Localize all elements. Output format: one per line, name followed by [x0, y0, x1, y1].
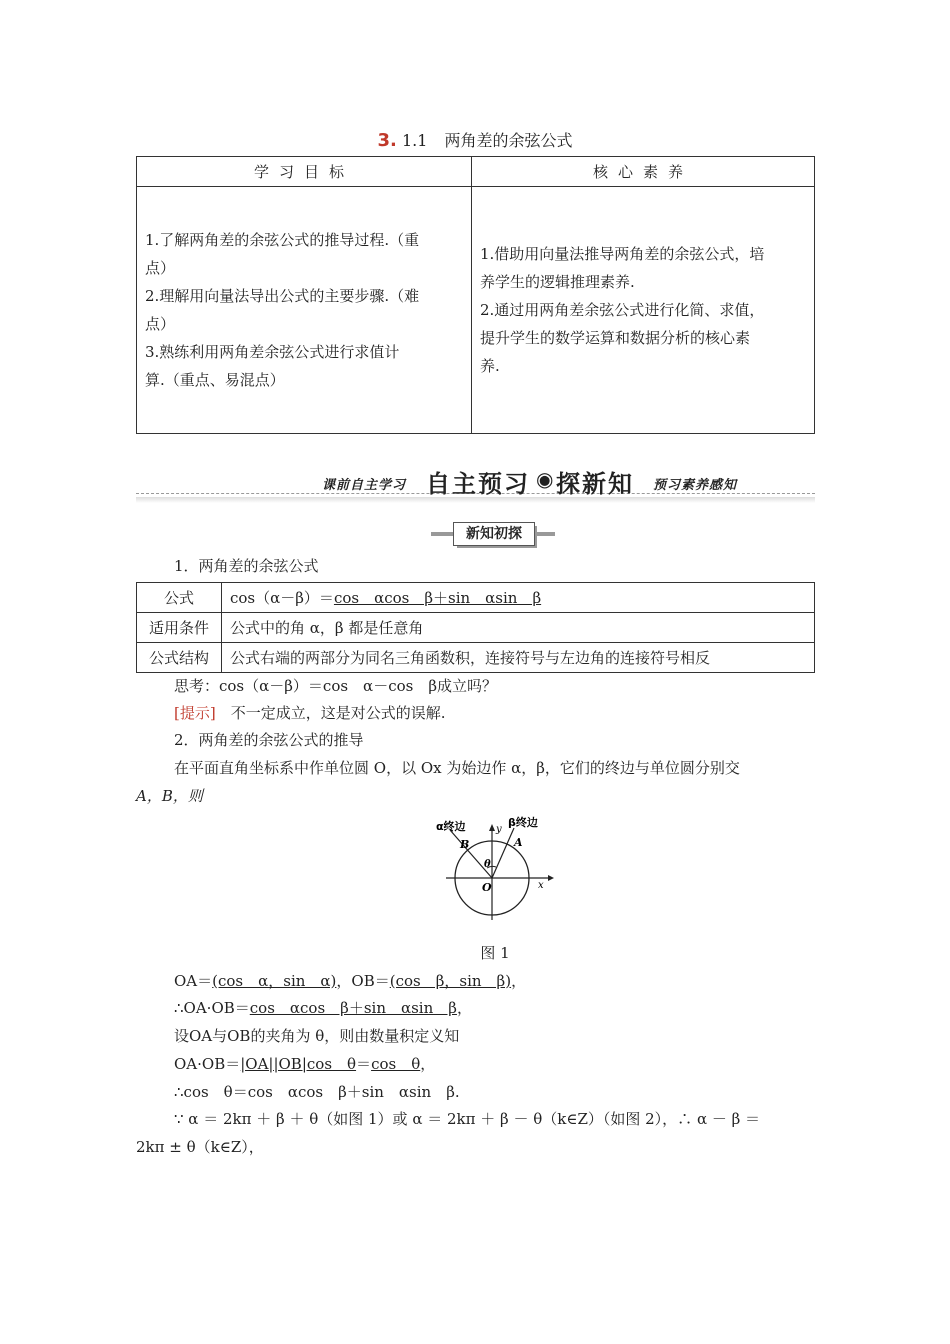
think-question: 思考：cos（α－β）＝cos α－cos β成立吗？ [174, 677, 497, 695]
math-text: ， [420, 1055, 436, 1073]
banner-arrow-icon: ◉ [536, 467, 556, 491]
formula-lhs: cos（α－β）＝ [230, 589, 334, 607]
math-answer: (cos β，sin β) [389, 972, 512, 990]
goals-head-left: 学习目标 [137, 157, 472, 187]
math-text: ∴OA·OB＝ [174, 999, 250, 1017]
goal-line: 点） [145, 259, 176, 277]
banner-left-text: 课前自主学习 [322, 478, 407, 493]
banner-main-1: 自主预习 [426, 470, 530, 498]
math-text: ， [456, 999, 472, 1017]
math-line: ∴cos θ＝cos αcos β＋sin αsin β. [174, 1083, 460, 1101]
section-banner [136, 464, 815, 504]
origin-label: O [482, 881, 492, 894]
heading-2: 2．两角差的余弦公式的推导 [174, 731, 364, 749]
title-text: 两角差的余弦公式 [444, 131, 573, 150]
point-a-label: A [514, 836, 523, 849]
literacy-line: 2.通过用两角差余弦公式进行化简、求值， [480, 301, 765, 319]
row-value [222, 583, 815, 613]
paragraph-line: A，B，则 [136, 787, 203, 805]
banner-right-text: 预习素养感知 [653, 478, 738, 493]
y-label: y [496, 824, 502, 835]
figure-caption: 图 1 [480, 944, 510, 962]
literacy-line: 1.借助用向量法推导两角差的余弦公式，培 [480, 245, 765, 263]
math-answer: (cos α，sin α) [212, 972, 337, 990]
page-title [0, 128, 950, 151]
row-key: 公式 [137, 583, 222, 613]
goals-right-cell [472, 187, 815, 434]
goal-line: 3.熟练利用两角差余弦公式进行求值计 [145, 343, 400, 361]
goals-left-cell [137, 187, 472, 434]
beta-terminal-side [492, 828, 514, 878]
math-text: OA·OB＝ [174, 1055, 241, 1073]
formula-rhs: cos αcos β＋sin αsin β [333, 589, 542, 607]
theta-label: θ [484, 859, 491, 870]
heading-1: 1．两角差的余弦公式 [174, 557, 319, 575]
goal-line: 2.理解用向量法导出公式的主要步骤.（难 [145, 287, 420, 305]
math-text: ，OB＝ [336, 972, 390, 990]
math-line [174, 970, 526, 992]
math-line: 2kπ ± θ（k∈Z）， [136, 1138, 264, 1156]
unit-circle-figure [430, 812, 560, 922]
row-key: 适用条件 [137, 613, 222, 643]
hint-line [174, 702, 446, 724]
table-row [137, 643, 815, 673]
goal-line: 1.了解两角差的余弦公式的推导过程.（重 [145, 231, 420, 249]
alpha-label: α终边 [436, 820, 466, 833]
y-arrow-icon [489, 824, 495, 831]
row-value: 公式右端的两部分为同名三角函数积，连接符号与左边角的连接符号相反 [222, 643, 815, 673]
math-answer: cos αcos β＋sin αsin β [249, 999, 457, 1017]
point-b-label: B [460, 838, 470, 851]
literacy-line: 养. [480, 357, 500, 375]
goals-table [136, 156, 815, 434]
goals-head-right: 核心素养 [472, 157, 815, 187]
x-arrow-icon [548, 875, 554, 881]
subsection-number: 1.1 [401, 131, 428, 150]
section-tag [431, 522, 555, 544]
math-text: ， [511, 972, 527, 990]
banner-main-2: 探新知 [556, 470, 634, 498]
math-line: 设OA与OB的夹角为 θ，则由数量积定义知 [174, 1027, 460, 1045]
literacy-line: 养学生的逻辑推理素养. [480, 273, 635, 291]
math-line: ∵ α ＝ 2kπ ＋ β ＋ θ（如图 1）或 α ＝ 2kπ ＋ β － θ（k∈Z）（如图 2），∴ α － β ＝ [174, 1110, 761, 1128]
math-answer: |OA||OB|cos θ [240, 1055, 357, 1073]
section-number: 3. [377, 130, 397, 151]
hint-label: [提示] [174, 704, 216, 722]
goal-line: 算.（重点、易混点） [145, 371, 285, 389]
hint-text: 不一定成立，这是对公式的误解. [215, 704, 446, 722]
literacy-line: 提升学生的数学运算和数据分析的核心素 [480, 329, 751, 347]
paragraph-line: 在平面直角坐标系中作单位圆 O，以 Ox 为始边作 α，β，它们的终边与单位圆分别交 [174, 759, 740, 777]
tag-label: 新知初探 [453, 522, 535, 546]
math-text: ＝ [356, 1055, 372, 1073]
table-row [137, 583, 815, 613]
math-line [174, 1053, 435, 1075]
row-key: 公式结构 [137, 643, 222, 673]
x-label: x [538, 880, 544, 891]
beta-label: β终边 [508, 816, 538, 829]
row-value: 公式中的角 α，β 都是任意角 [222, 613, 815, 643]
math-answer: cos θ [371, 1055, 421, 1073]
goal-line: 点） [145, 315, 176, 333]
math-line [174, 997, 472, 1019]
math-text: OA＝ [174, 972, 213, 990]
table-row [137, 613, 815, 643]
formula-table [136, 582, 815, 673]
